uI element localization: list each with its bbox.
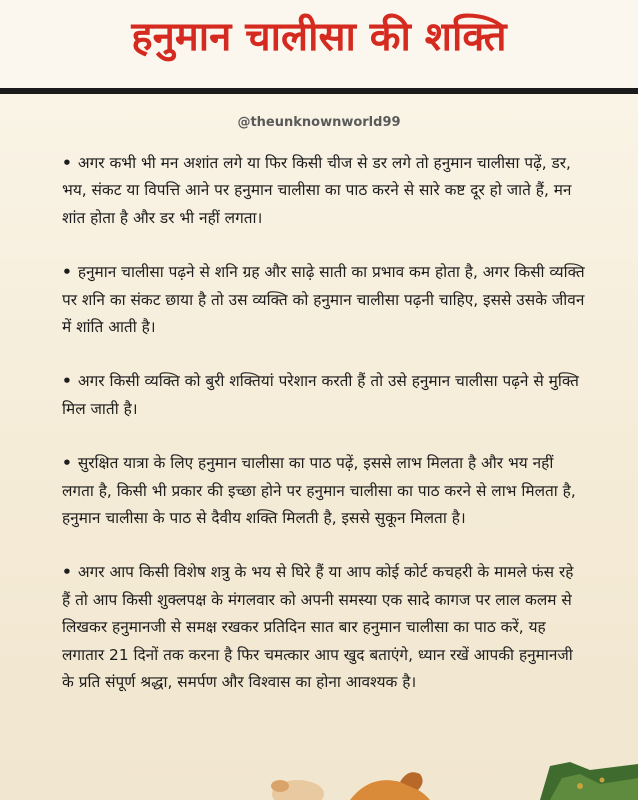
- content-body: [62, 150, 586, 724]
- paragraph-text: अगर किसी व्यक्ति को बुरी शक्तियां परेशान करती हैं तो उसे हनुमान चालीसा पढ़ने से मुक्ति मिल जाती है।: [62, 372, 579, 418]
- paragraph-1: [62, 150, 586, 232]
- paragraph-text: अगर आप किसी विशेष शत्रु के भय से घिरे हैं या आप कोई कोर्ट कचहरी के मामले फंस रहे हैं तो आप किसी शुक्लपक्ष के मंगलवार को अपनी समस्या एक सादे कागज पर लाल कलम से लिखकर हनुमानजी से समक्ष रखकर प्रतिदिन सात बार हनुमान चालीसा का पाठ करें, यह लगातार 21 दिनों तक करना है फिर चमत्कार आप खुद बताएंगे, ध्यान रखें आपकी हनुमानजी के प्रति संपूर्ण श्रद्धा, समर्पण और विश्वास का होना आवश्यक है।: [62, 563, 574, 692]
- bullet-icon: •: [62, 454, 72, 473]
- paragraph-text: हनुमान चालीसा पढ़ने से शनि ग्रह और साढ़े साती का प्रभाव कम होता है, अगर किसी व्यक्ति पर शनि का संकट छाया है तो उस व्यक्ति को हनुमान चालीसा पढ़नी चाहिए, इससे उसके जीवन में शांति आती है।: [62, 263, 585, 337]
- bullet-icon: •: [62, 263, 72, 282]
- paragraph-5: [62, 559, 586, 696]
- paragraph-text: सुरक्षित यात्रा के लिए हनुमान चालीसा का पाठ पढ़ें, इससे लाभ मिलता है और भय नहीं लगता है, किसी भी प्रकार की इच्छा होने पर हनुमान चालीसा का पाठ करने से लाभ मिलता है, हनुमान चालीसा के पाठ से दैवीय शक्ति मिलती है, इससे सुकून मिलता है।: [62, 454, 576, 528]
- title-divider: [0, 88, 638, 94]
- paragraph-3: [62, 368, 586, 423]
- ornament-dot: [577, 783, 583, 789]
- bullet-icon: •: [62, 563, 72, 582]
- paragraph-4: [62, 450, 586, 532]
- page-title: हनुमान चालीसा की शक्ति: [131, 14, 507, 60]
- title-band: [0, 0, 638, 88]
- author-handle: @theunknownworld99: [237, 115, 401, 130]
- flower-bud-shape: [271, 780, 289, 792]
- bullet-icon: •: [62, 154, 72, 172]
- bullet-icon: •: [62, 372, 72, 391]
- ornament-dot: [600, 778, 605, 783]
- paragraph-text: अगर कभी भी मन अशांत लगे या फिर किसी चीज से डर लगे तो हनुमान चालीसा पढ़ें, डर, भय, संकट या विपत्ति आने पर हनुमान चालीसा का पाठ करने से सारे कष्ट दूर हो जाते हैं, मन शांत होता है और डर भी नहीं लगता।: [62, 154, 572, 227]
- hanuman-decoration-image: [250, 760, 638, 800]
- paragraph-2: [62, 259, 586, 341]
